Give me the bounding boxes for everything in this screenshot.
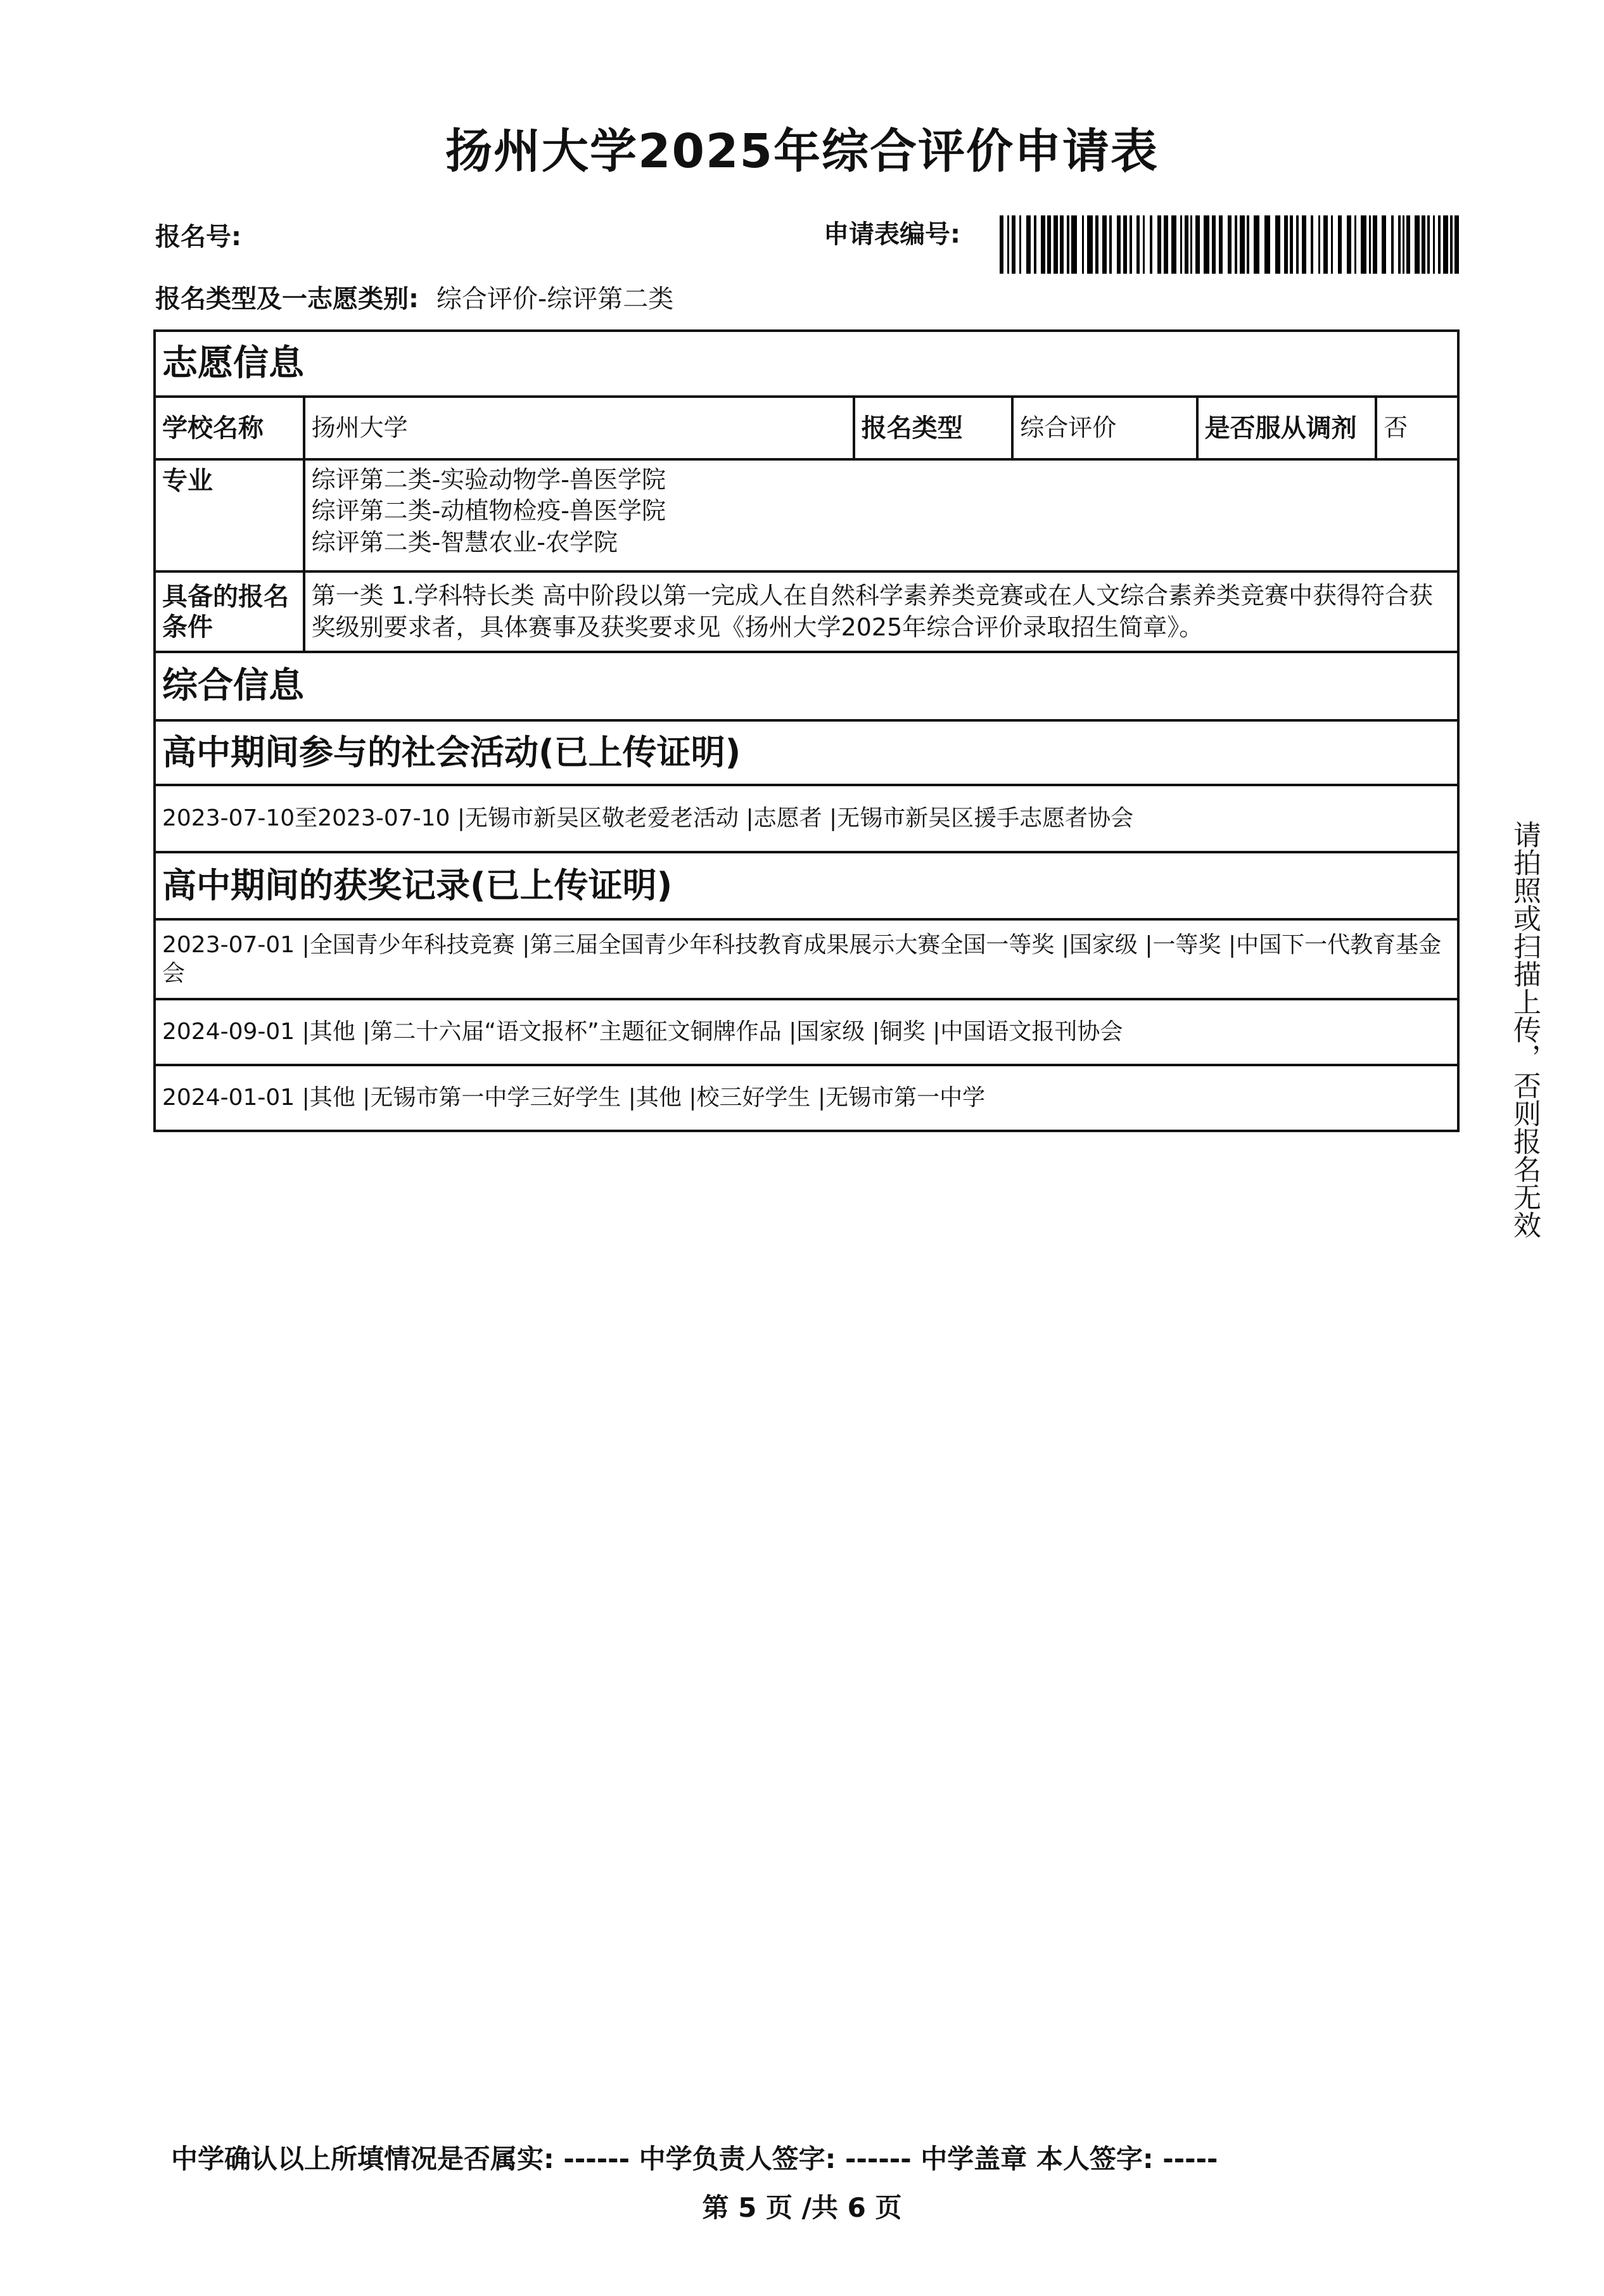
- barcode-bar: [1012, 215, 1015, 274]
- barcode-bar: [1398, 215, 1401, 274]
- barcode-bar: [1450, 215, 1453, 274]
- barcode-bar: [1190, 215, 1192, 274]
- barcode-bar: [1247, 215, 1249, 274]
- barcode-bar: [1427, 215, 1430, 274]
- registration-type: [155, 279, 673, 315]
- barcode-bar: [1180, 215, 1182, 274]
- page-number: 第 5 页 /共 6 页: [702, 2192, 902, 2223]
- major-list: [304, 459, 1458, 571]
- barcode-bar: [1433, 215, 1435, 274]
- volunteer-section-heading: 志愿信息: [155, 331, 1458, 397]
- barcode-bar: [1053, 215, 1058, 274]
- barcode-bar: [1296, 215, 1299, 274]
- major-item: 综评第二类-智慧农业-农学院: [311, 528, 618, 556]
- type-label: 报名类型及一志愿类别:: [155, 284, 419, 314]
- barcode-bar: [1136, 215, 1140, 274]
- barcode-bar: [1041, 215, 1045, 274]
- condition-label: 具备的报名条件: [155, 571, 304, 652]
- barcode-bar: [1060, 215, 1064, 274]
- barcode-bar: [1047, 215, 1051, 274]
- barcode-bar: [1082, 215, 1084, 274]
- award-row: 2024-01-01 |其他 |无锡市第一中学三好学生 |其他 |校三好学生 |无锡市第一中学: [155, 1065, 1458, 1131]
- barcode-bar: [1415, 215, 1420, 274]
- barcode-bar: [1235, 215, 1237, 274]
- barcode-bar: [1403, 215, 1404, 274]
- barcode-bar: [1318, 215, 1320, 274]
- barcode-bar: [1311, 215, 1313, 274]
- adjust-label: 是否服从调剂: [1197, 397, 1376, 459]
- barcode-bar: [1000, 215, 1003, 274]
- barcode-bar: [1290, 215, 1293, 274]
- barcode-bar: [1026, 215, 1031, 274]
- barcode-bar: [1071, 215, 1077, 274]
- major-item: 综评第二类-实验动物学-兽医学院: [311, 466, 666, 494]
- reg-type-value: 综合评价: [1012, 397, 1197, 459]
- social-activities-heading: 高中期间参与的社会活动(已上传证明): [155, 720, 1458, 785]
- barcode-bar: [1254, 215, 1259, 274]
- major-item: 综评第二类-动植物检疫-兽医学院: [311, 497, 666, 525]
- barcode-bar: [1240, 215, 1245, 274]
- barcode-bar: [1284, 215, 1288, 274]
- barcode-bar: [1275, 215, 1280, 274]
- side-note: 请拍照或扫描上传，否则报名无效: [1508, 820, 1541, 1239]
- barcode-bar: [1438, 215, 1441, 274]
- barcode-bar: [1369, 215, 1371, 274]
- awards-heading: 高中期间的获奖记录(已上传证明): [155, 852, 1458, 919]
- barcode-bar: [1185, 215, 1188, 274]
- barcode-bar: [1117, 215, 1121, 274]
- barcode: [1000, 215, 1461, 274]
- registration-number: [155, 217, 241, 253]
- barcode-bar: [1195, 215, 1200, 274]
- barcode-bar: [1361, 215, 1366, 274]
- barcode-bar: [1102, 215, 1107, 274]
- reg-no-label: 报名号:: [155, 222, 241, 252]
- barcode-bar: [1331, 215, 1333, 274]
- barcode-bar: [1228, 215, 1232, 274]
- barcode-bar: [1095, 215, 1098, 274]
- application-table: [153, 329, 1460, 1132]
- barcode-bar: [1157, 215, 1161, 274]
- adjust-value: 否: [1376, 397, 1458, 459]
- barcode-bar: [1338, 215, 1342, 274]
- award-row: 2023-07-01 |全国青少年科技竞赛 |第三届全国青少年科技教育成果展示大赛全国一等奖 |国家级 |一等奖 |中国下一代教育基金会: [155, 919, 1458, 999]
- barcode-bar: [1354, 215, 1356, 274]
- school-value: 扬州大学: [304, 397, 854, 459]
- barcode-bar: [1150, 215, 1152, 274]
- barcode-bar: [1391, 215, 1394, 274]
- barcode-bar: [1171, 215, 1176, 274]
- social-activity-row: 2023-07-10至2023-07-10 |无锡市新吴区敬老爱老活动 |志愿者 |无锡市新吴区援手志愿者协会: [155, 785, 1458, 852]
- major-label: 专业: [155, 459, 304, 571]
- barcode-bar: [1130, 215, 1132, 274]
- barcode-bar: [1109, 215, 1112, 274]
- barcode-bar: [1067, 215, 1069, 274]
- barcode-bar: [1019, 215, 1021, 274]
- school-label: 学校名称: [155, 397, 304, 459]
- barcode-bar: [1422, 215, 1425, 274]
- comprehensive-section-heading: 综合信息: [155, 652, 1458, 720]
- barcode-bar: [1123, 215, 1127, 274]
- barcode-bar: [1443, 215, 1448, 274]
- barcode-bar: [1264, 215, 1270, 274]
- barcode-bar: [1212, 215, 1216, 274]
- reg-type-label: 报名类型: [854, 397, 1013, 459]
- page-title: 扬州大学2025年综合评价申请表: [445, 124, 1159, 179]
- barcode-bar: [1143, 215, 1145, 274]
- barcode-bar: [1087, 215, 1093, 274]
- barcode-bar: [1382, 215, 1386, 274]
- barcode-bar: [1034, 215, 1036, 274]
- barcode-bar: [1323, 215, 1328, 274]
- barcode-bar: [1302, 215, 1306, 274]
- barcode-bar: [1406, 215, 1410, 274]
- barcode-bar: [1164, 215, 1168, 274]
- barcode-bar: [1373, 215, 1377, 274]
- barcode-bar: [1219, 215, 1223, 274]
- barcode-bar: [1204, 215, 1209, 274]
- barcode-bar: [1347, 215, 1351, 274]
- barcode-bar: [1454, 215, 1459, 274]
- award-row: 2024-09-01 |其他 |第二十六届“语文报杯”主题征文铜牌作品 |国家级 |铜奖 |中国语文报刊协会: [155, 999, 1458, 1065]
- barcode-bar: [1007, 215, 1009, 274]
- type-value: 综合评价-综评第二类: [436, 284, 674, 314]
- form-number-label: 申请表编号:: [824, 220, 960, 249]
- footer-confirmation: 中学确认以上所填情况是否属实: ------ 中学负责人签字: ------ 中学盖章 本人签字: -----: [171, 2143, 1218, 2174]
- condition-value: 第一类 1.学科特长类 高中阶段以第一完成人在自然科学素养类竞赛或在人文综合素养类竞赛中获得符合获奖级别要求者，具体赛事及获奖要求见《扬州大学2025年综合评价录取招生简章》。: [304, 571, 1458, 652]
